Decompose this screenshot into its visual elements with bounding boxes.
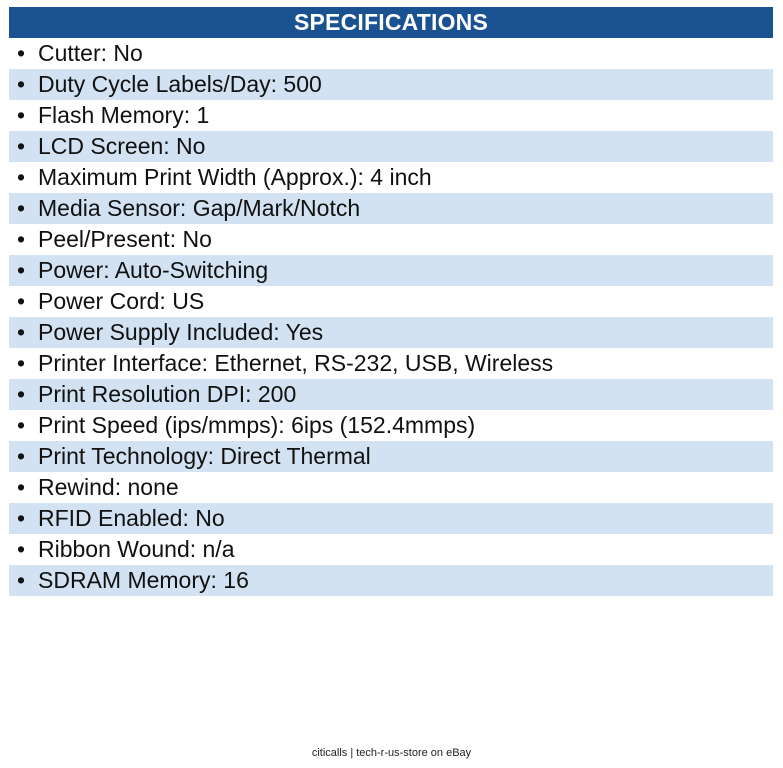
spec-item — [9, 100, 773, 131]
spec-item — [9, 379, 773, 410]
spec-text: LCD Screen: No — [38, 133, 206, 159]
spec-item — [9, 441, 773, 472]
spec-text: SDRAM Memory: 16 — [38, 567, 249, 593]
bullet-icon: • — [17, 71, 26, 97]
spec-text: Print Resolution DPI: 200 — [38, 381, 297, 407]
spec-text: Flash Memory: 1 — [38, 102, 210, 128]
bullet-icon: • — [17, 226, 26, 252]
spec-text: Maximum Print Width (Approx.): 4 inch — [38, 164, 432, 190]
bullet-icon: • — [17, 195, 26, 221]
bullet-icon: • — [17, 536, 26, 562]
bullet-icon: • — [17, 40, 26, 66]
spec-text: Peel/Present: No — [38, 226, 212, 252]
spec-text: Power: Auto-Switching — [38, 257, 269, 283]
bullet-icon: • — [17, 567, 26, 593]
spec-text: Media Sensor: Gap/Mark/Notch — [38, 195, 361, 221]
bullet-icon: • — [17, 164, 26, 190]
spec-item — [9, 503, 773, 534]
spec-text: Print Technology: Direct Thermal — [38, 443, 371, 469]
spec-item — [9, 565, 773, 596]
spec-item — [9, 131, 773, 162]
bullet-icon: • — [17, 412, 26, 438]
footer-credit: citicalls | tech-r-us-store on eBay — [311, 747, 472, 759]
spec-item — [9, 193, 773, 224]
bullet-icon: • — [17, 288, 26, 314]
bullet-icon: • — [17, 133, 26, 159]
spec-text: Duty Cycle Labels/Day: 500 — [38, 71, 322, 97]
spec-text: Rewind: none — [38, 474, 179, 500]
bullet-icon: • — [17, 443, 26, 469]
spec-item — [9, 224, 773, 255]
spec-item — [9, 317, 773, 348]
spec-text: Ribbon Wound: n/a — [38, 536, 235, 562]
bullet-icon: • — [17, 257, 26, 283]
bullet-icon: • — [17, 319, 26, 345]
spec-item — [9, 255, 773, 286]
specifications-list — [9, 38, 773, 596]
spec-text: Power Supply Included: Yes — [38, 319, 324, 345]
spec-text: Printer Interface: Ethernet, RS-232, USB, Wireless — [38, 350, 554, 376]
specifications-panel — [9, 7, 773, 596]
spec-item — [9, 472, 773, 503]
specifications-header: SPECIFICATIONS — [9, 7, 773, 38]
spec-text: RFID Enabled: No — [38, 505, 225, 531]
spec-text: Cutter: No — [38, 40, 143, 66]
spec-text: Power Cord: US — [38, 288, 205, 314]
bullet-icon: • — [17, 350, 26, 376]
spec-item — [9, 348, 773, 379]
spec-item — [9, 534, 773, 565]
spec-item — [9, 286, 773, 317]
bullet-icon: • — [17, 474, 26, 500]
spec-item — [9, 410, 773, 441]
bullet-icon: • — [17, 381, 26, 407]
spec-item — [9, 162, 773, 193]
spec-item — [9, 69, 773, 100]
bullet-icon: • — [17, 505, 26, 531]
spec-item — [9, 38, 773, 69]
spec-text: Print Speed (ips/mmps): 6ips (152.4mmps) — [38, 412, 476, 438]
bullet-icon: • — [17, 102, 26, 128]
